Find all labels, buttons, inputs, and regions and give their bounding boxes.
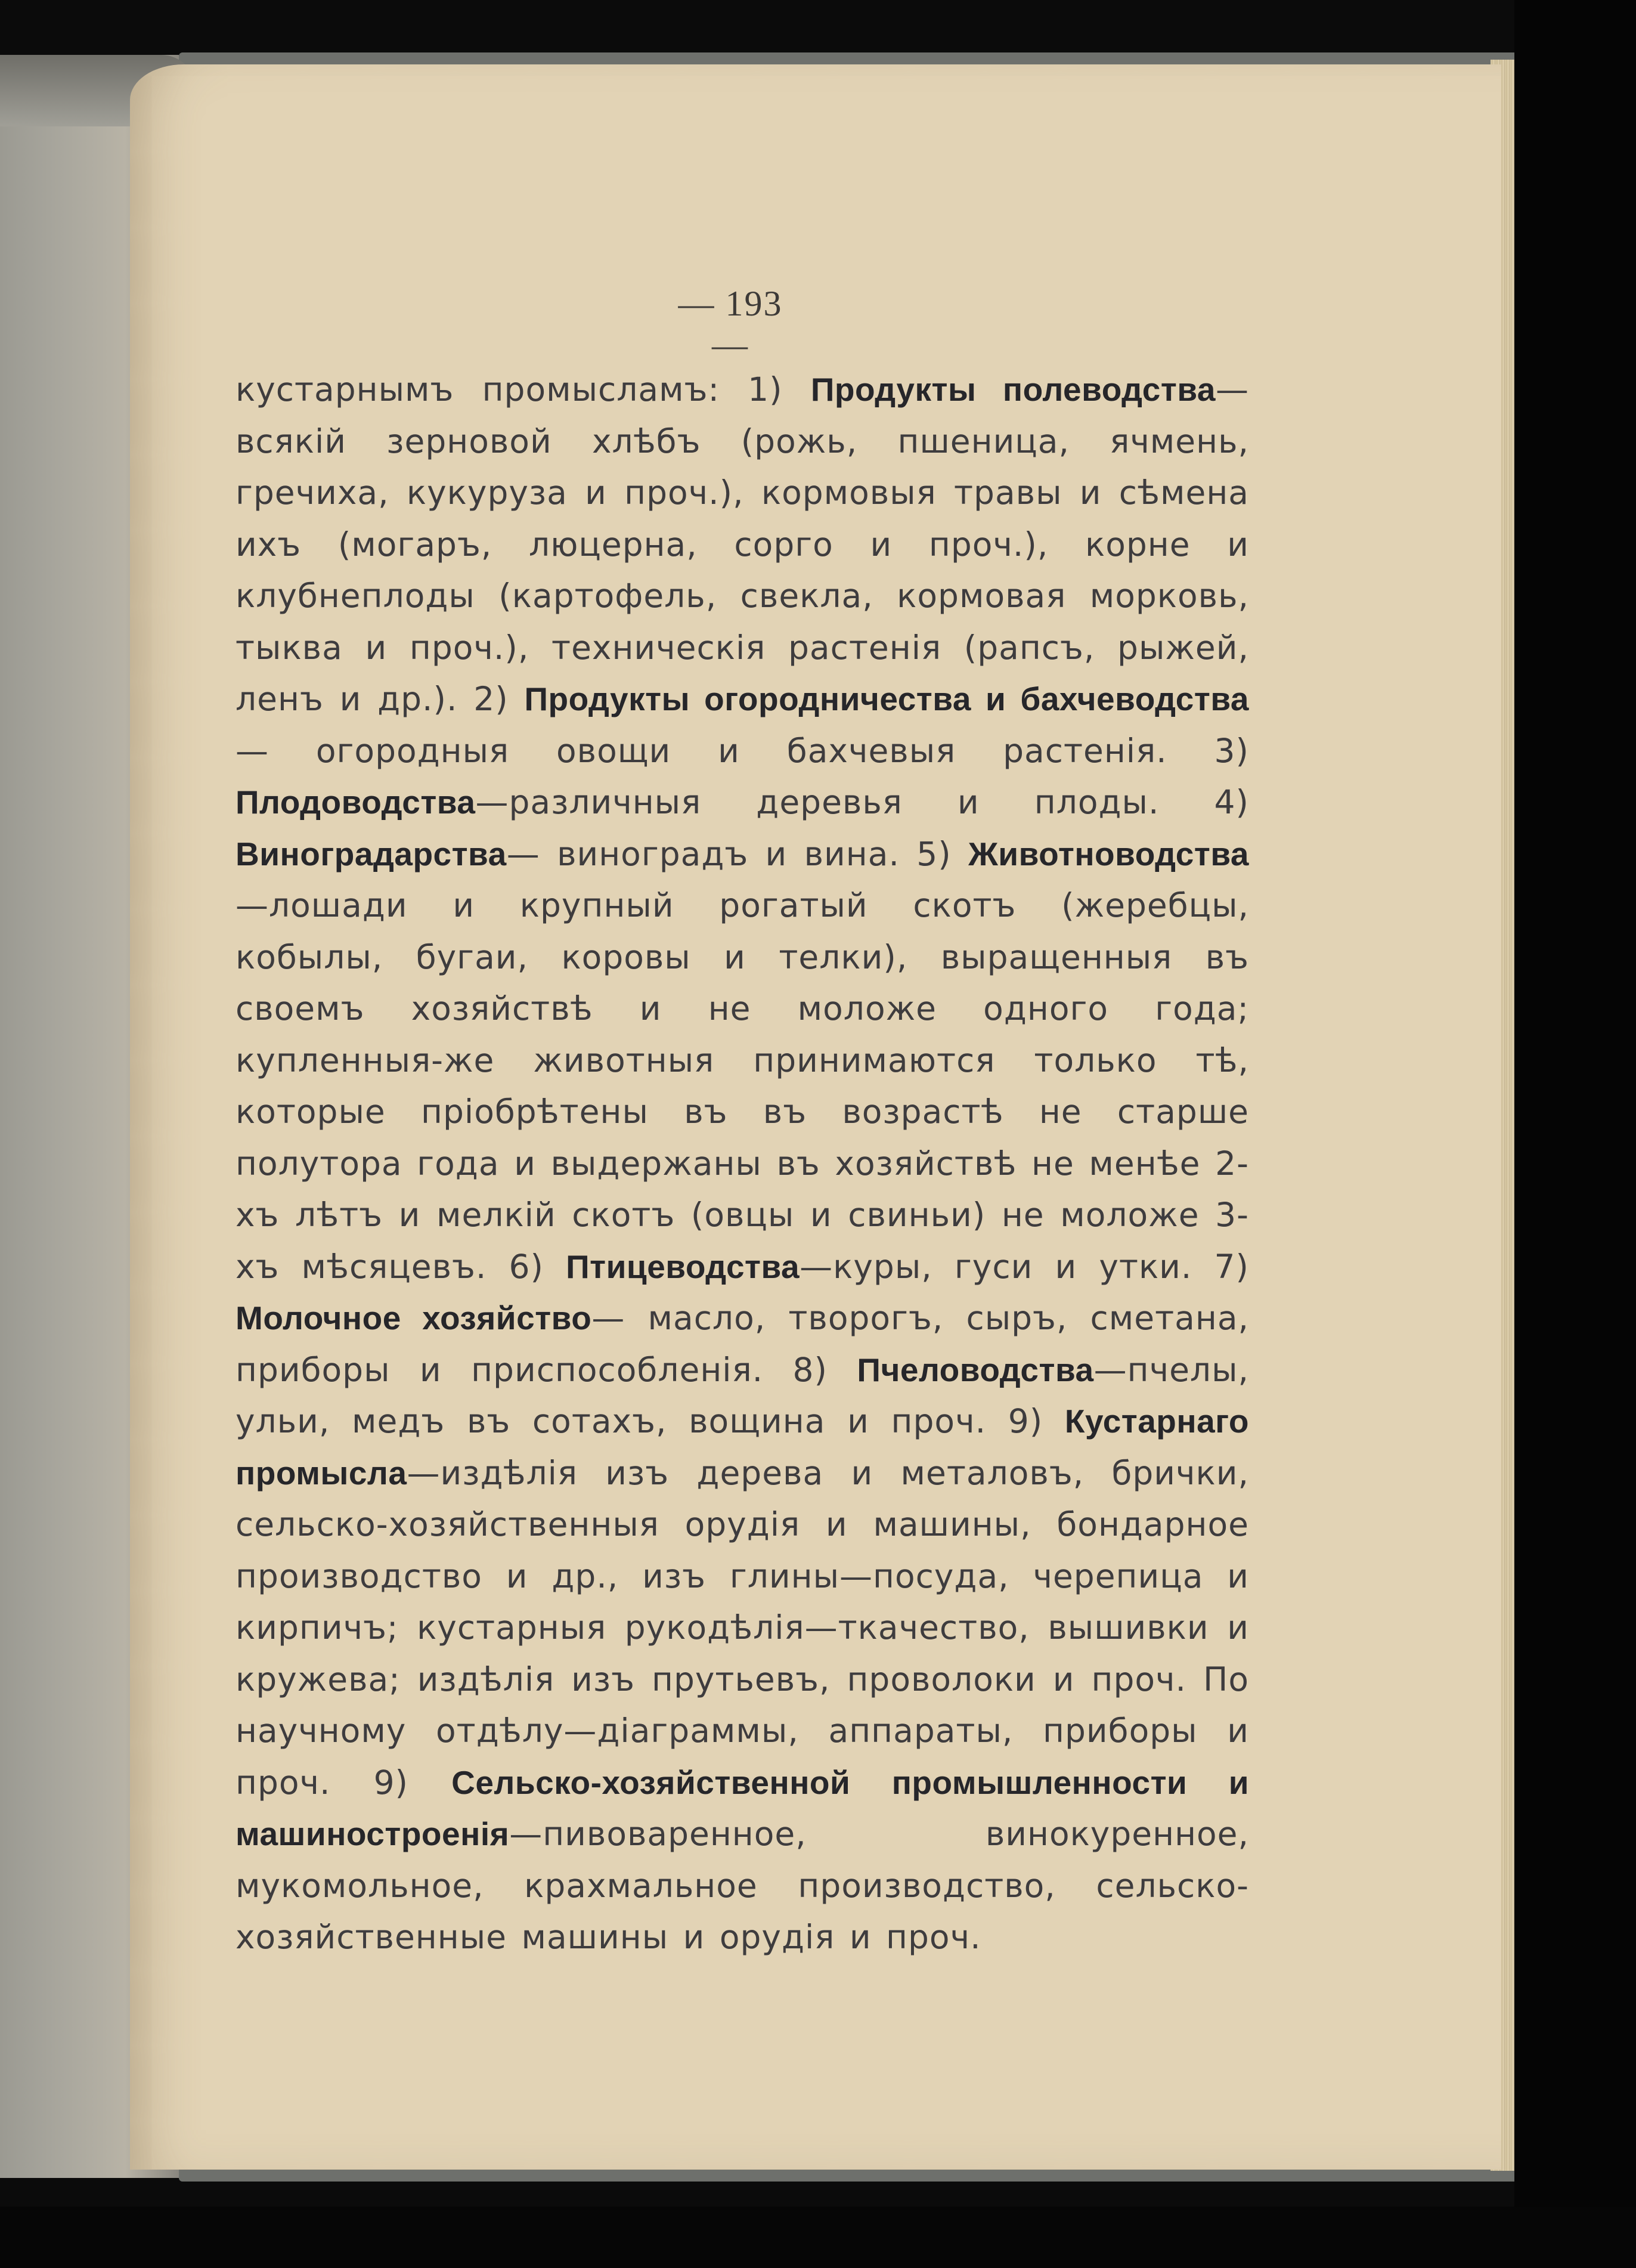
page-number: — 193 — <box>678 284 783 364</box>
text-segment: —пчелы, ульи, медъ въ сотахъ, вощина и проч. 9) <box>236 1350 1249 1440</box>
category-heading: Виноградарства <box>236 835 507 872</box>
text-segment: — масло, творогъ, сыръ, сметана, приборы и приспособленія. 8) <box>236 1299 1249 1389</box>
category-heading: Кустарнаго промысла <box>236 1403 1249 1492</box>
category-heading: Животноводства <box>968 835 1249 872</box>
category-heading: Продукты огородничества и бахчеводства <box>524 680 1249 717</box>
text-segment: —куры, гуси и утки. 7) <box>800 1247 1250 1286</box>
category-heading: Молочное хозяйство <box>236 1299 592 1336</box>
scan-background-bottom <box>0 2207 1636 2268</box>
category-heading: Продукты полеводства <box>810 371 1216 408</box>
text-segment: —издѣлія изъ дерева и металовъ, брички, сельско-хозяйственныя орудія и машины, бондарное производство и др., изъ глины—посуда, черепица и кирпичъ; кустарныя рукодѣлія—ткачество, вышивки и кружева; издѣлія изъ прутьевъ, проволоки и проч. По научному отдѣлу—діаграммы, аппараты, приборы и проч. 9) <box>236 1453 1249 1802</box>
category-heading: Пчеловодства <box>857 1351 1094 1388</box>
text-segment: —различныя деревья и плоды. 4) <box>475 783 1249 821</box>
text-segment: — всякій зерновой хлѣбъ (рожь, пшеница, ячмень, гречиха, кукуруза и проч.), кормовыя травы и сѣмена ихъ (могаръ, люцерна, сорго и проч.), корне и клубнеплоды (картофель, свекла, кормовая морковь, тыква и проч.), техническія растенія (рапсъ, рыжей, ленъ и др.). 2) <box>236 370 1249 718</box>
category-heading: Плодоводства <box>236 784 476 821</box>
text-segment: —пивоваренное, винокуренное, мукомольное, крахмальное производство, сельско-хозяйственные машины и орудія и проч. <box>236 1815 1249 1956</box>
text-segment: кустарнымъ промысламъ: 1) <box>236 370 811 409</box>
text-segment: — виноградъ и вина. 5) <box>506 834 969 873</box>
category-heading: Птицеводства <box>566 1248 800 1285</box>
category-heading: Сельско-хозяйственной промышленности и машиностроенія <box>236 1763 1250 1852</box>
scan-background-right <box>1514 0 1636 2268</box>
text-segment: —лошади и крупный рогатый скотъ (жеребцы, кобылы, бугаи, коровы и телки), выращенныя въ своемъ хозяйствѣ и не моложе одного года; купленныя-же животныя принимаются только тѣ, которые пріобрѣтены въ въ возрастѣ не старше полутора года и выдержаны въ хозяйствѣ не менѣе 2-хъ лѣтъ и мелкій скотъ (овцы и свиньи) не моложе 3-хъ мѣсяцевъ. 6) <box>236 886 1249 1286</box>
body-paragraph <box>236 364 1249 1963</box>
text-segment: — огородныя овощи и бахчевыя растенія. 3) <box>236 731 1249 770</box>
